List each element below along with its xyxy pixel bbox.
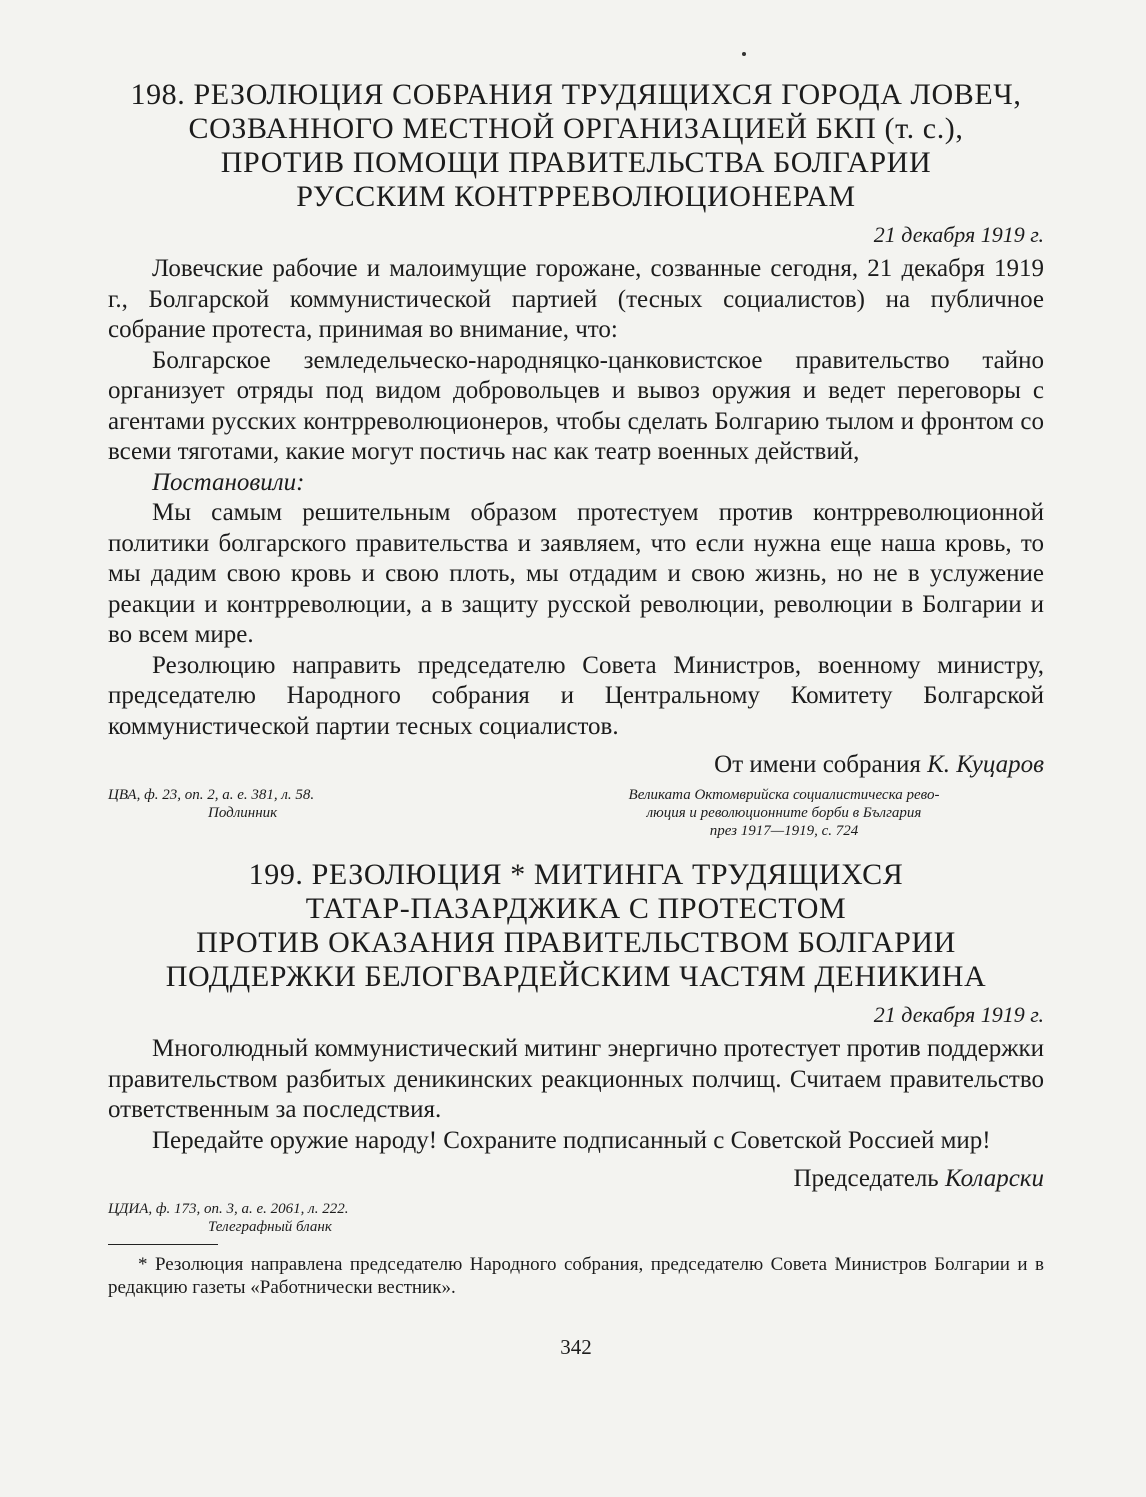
doc198-publication-line: Великата Октомврийска социалистическа рево- (628, 787, 940, 803)
doc199-title (108, 858, 1044, 994)
doc199-signature-prefix: Председатель (793, 1165, 939, 1192)
doc198-publication-line: люция и революционните борби в България (646, 805, 922, 821)
doc198-signature (108, 750, 1044, 780)
doc198-sources (108, 786, 1044, 840)
doc198-title-line: ПРОТИВ ПОМОЩИ ПРАВИТЕЛЬСТВА БОЛГАРИИ (220, 146, 932, 179)
doc199-signature-name: Коларски (944, 1165, 1044, 1192)
doc199-title-line: 199. РЕЗОЛЮЦИЯ * МИТИНГА ТРУДЯЩИХСЯ (248, 858, 904, 891)
doc198-archive-text: ЦВА, ф. 23, оп. 2, а. е. 381, л. 58. (108, 787, 315, 803)
doc198-date: 21 декабря 1919 г. (873, 222, 1044, 247)
page (108, 78, 1044, 1360)
print-speck (742, 52, 746, 56)
doc199-paragraph-1: Многолюдный коммунистический митинг энергично протестует против поддержки правительством разбитых деникинских реакционных полчищ. Считаем правительство ответственным за последствия. (108, 1035, 1044, 1123)
doc199-signature (108, 1164, 1044, 1194)
doc198-resolved-heading: Постановили: (152, 468, 305, 496)
footnote: * Резолюция направлена председателю Народного собрания, председателю Совета Министров Болгарии и в редакцию газеты «Работнически вестник». (108, 1254, 1044, 1298)
doc198-publication-ref (524, 786, 1044, 840)
doc198-paragraph-4: Резолюцию направить председателю Совета Министров, военному министру, председателю Народного собрания и Центральному Комитету Болгарской коммунистической партии тесных социалистов. (108, 651, 1044, 740)
doc199-paragraph-2: Передайте оружие народу! Сохраните подписанный с Советской Россией мир! (152, 1126, 991, 1154)
doc198-paragraph-3: Мы самым решительным образом протестуем против контрреволюционной политики болгарского правительства и заявляем, что если нужна еще наша кровь, то мы дадим свою кровь и свою плоть, мы отдадим и свою жизнь, но не в услужение реакции и контрреволюции, а в защиту русской революции, революции в Болгарии и во всем мире. (108, 499, 1044, 648)
doc199-sources (108, 1200, 1044, 1236)
doc198-title-line: РУССКИМ КОНТРРЕВОЛЮЦИОНЕРАМ (296, 180, 856, 213)
doc198-publication-line: през 1917—1919, с. 724 (709, 823, 859, 839)
doc198-title (108, 78, 1044, 214)
doc199-date: 21 декабря 1919 г. (873, 1002, 1044, 1027)
doc199-title-line: ПРОТИВ ОКАЗАНИЯ ПРАВИТЕЛЬСТВОМ БОЛГАРИИ (196, 926, 956, 959)
footnote-divider (108, 1244, 218, 1245)
page-number: 342 (560, 1335, 592, 1359)
doc198-paragraph-1: Ловечские рабочие и малоимущие горожане, созванные сегодня, 21 декабря 1919 г., Болгарской коммунистической партией (тесных социалистов) на публичное собрание протеста, принимая во внимание, что: (108, 255, 1044, 343)
doc198-title-line: СОЗВАННОГО МЕСТНОЙ ОРГАНИЗАЦИЕЙ БКП (т. с.), (188, 112, 964, 145)
doc199-archive-sub: Телеграфный бланк (208, 1219, 332, 1235)
doc198-paragraph-2: Болгарское земледельческо-народняцко-цанковистское правительство тайно организует отряды под видом добровольцев и вывоз оружия и ведет переговоры с агентами русских контрреволюционеров, чтобы сделать Болгарию тылом и фронтом со всеми тяготами, какие могут постичь нас как театр военных действий, (108, 346, 1044, 465)
doc199-archive-text: ЦДИА, ф. 173, оп. 3, а. е. 2061, л. 222. (108, 1201, 349, 1217)
doc198-archive-ref (108, 786, 488, 840)
doc199-title-line: ТАТАР-ПАЗАРДЖИКА С ПРОТЕСТОМ (305, 892, 847, 925)
doc199-archive-ref (108, 1200, 488, 1236)
doc198-archive-sub: Подлинник (208, 805, 278, 821)
doc199-title-line: ПОДДЕРЖКИ БЕЛОГВАРДЕЙСКИМ ЧАСТЯМ ДЕНИКИНА (165, 960, 987, 993)
doc198-signature-prefix: От имени собрания (714, 751, 921, 778)
doc198-signature-name: К. Куцаров (927, 751, 1044, 778)
doc198-title-line: 198. РЕЗОЛЮЦИЯ СОБРАНИЯ ТРУДЯЩИХСЯ ГОРОДА ЛОВЕЧ, (130, 78, 1022, 111)
